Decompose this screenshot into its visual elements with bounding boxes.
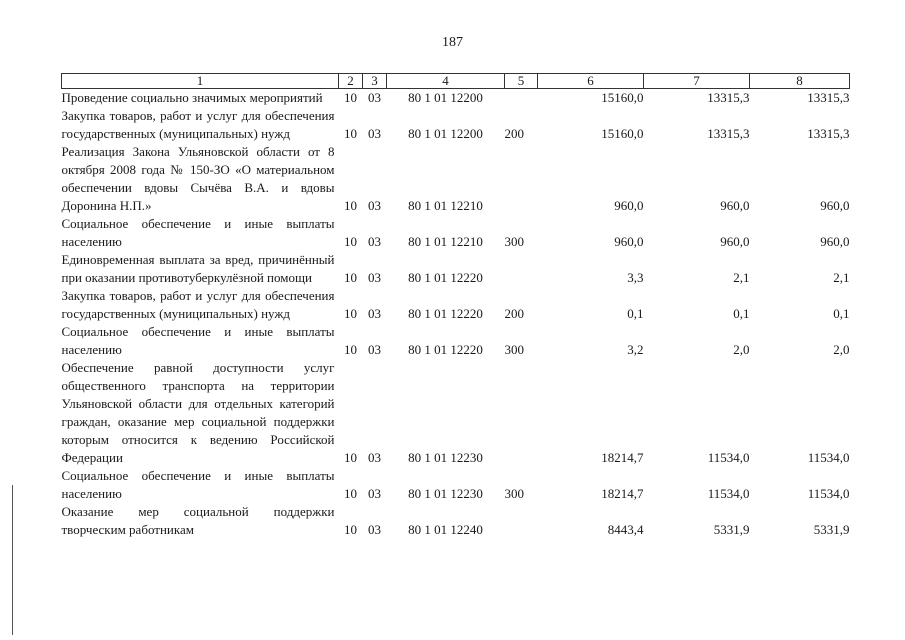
row-subsection: 03	[368, 198, 381, 213]
row-value-col7: 2,1	[733, 270, 750, 285]
row-value-col7: 13315,3	[707, 126, 750, 141]
table-row	[62, 215, 850, 251]
table-row	[62, 503, 850, 539]
row-value-col7: 11534,0	[707, 486, 750, 501]
row-expense-type: 200	[504, 126, 524, 141]
row-name: Закупка товаров, работ и услуг для обеспечения государственных (муниципальных) нужд	[61, 288, 335, 321]
table-row	[62, 323, 850, 359]
row-target-code: 80 1 01 12220	[408, 342, 483, 357]
row-subsection: 03	[368, 270, 381, 285]
row-subsection: 03	[368, 234, 381, 249]
row-value-col6: 3,3	[627, 270, 644, 285]
row-target-code: 80 1 01 12240	[408, 522, 483, 537]
row-expense-type	[505, 89, 538, 108]
row-section: 10	[344, 270, 357, 285]
row-target-code: 80 1 01 12200	[408, 126, 483, 141]
row-subsection: 03	[368, 126, 381, 141]
row-value-col6: 960,0	[614, 198, 644, 213]
budget-table	[61, 73, 850, 539]
row-expense-type	[505, 503, 538, 539]
row-expense-type: 300	[504, 486, 524, 501]
row-name: Единовременная выплата за вред, причинённый при оказании противотуберкулёзной помощи	[61, 252, 335, 285]
row-value-col8: 13315,3	[807, 126, 850, 141]
table-row	[62, 89, 850, 108]
row-expense-type	[505, 359, 538, 467]
row-target-code: 80 1 01 12220	[408, 270, 483, 285]
row-subsection: 03	[368, 450, 381, 465]
row-value-col8: 960,0	[820, 234, 850, 249]
row-target-code: 80 1 01 12230	[408, 450, 483, 465]
row-value-col8: 11534,0	[807, 450, 850, 465]
row-value-col7: 2,0	[733, 342, 750, 357]
row-name: Социальное обеспечение и иные выплаты населению	[61, 324, 335, 357]
row-value-col6: 18214,7	[601, 486, 644, 501]
row-value-col6: 3,2	[627, 342, 644, 357]
row-subsection: 03	[368, 486, 381, 501]
row-section: 10	[344, 486, 357, 501]
row-name: Социальное обеспечение и иные выплаты населению	[61, 216, 335, 249]
row-section: 10	[344, 306, 357, 321]
table-row	[62, 359, 850, 467]
row-name: Оказание мер социальной поддержки творческим работникам	[61, 504, 335, 537]
row-value-col8: 0,1	[833, 306, 850, 321]
table-header-row	[62, 74, 850, 89]
column-header: 3	[363, 74, 387, 89]
row-value-col8: 2,1	[833, 270, 850, 285]
table-row	[62, 467, 850, 503]
row-value-col7: 13315,3	[707, 90, 750, 105]
row-value-col6: 15160,0	[601, 126, 644, 141]
row-target-code: 80 1 01 12200	[408, 90, 483, 105]
row-value-col8: 960,0	[820, 198, 850, 213]
row-name: Проведение социально значимых мероприятий	[61, 90, 323, 105]
row-name: Закупка товаров, работ и услуг для обеспечения государственных (муниципальных) нужд	[61, 108, 335, 141]
page-number: 187	[442, 35, 463, 50]
row-subsection: 03	[368, 522, 381, 537]
row-expense-type: 300	[504, 234, 524, 249]
row-value-col6: 0,1	[627, 306, 644, 321]
row-expense-type: 200	[504, 306, 524, 321]
row-value-col8: 2,0	[833, 342, 850, 357]
column-header: 5	[505, 74, 538, 89]
table-row	[62, 287, 850, 323]
row-section: 10	[344, 342, 357, 357]
row-subsection: 03	[368, 342, 381, 357]
table-row	[62, 143, 850, 215]
row-target-code: 80 1 01 12210	[408, 234, 483, 249]
row-expense-type: 300	[504, 342, 524, 357]
column-header: 7	[644, 74, 750, 89]
row-section: 10	[344, 522, 357, 537]
row-name: Реализация Закона Ульяновской области от 8 октября 2008 года № 150-ЗО «О материальном обеспечении вдовы Сычёва В.А. и вдовы Доронина Н.П.»	[61, 144, 335, 213]
row-value-col7: 960,0	[720, 198, 750, 213]
row-section: 10	[344, 450, 357, 465]
column-header: 1	[62, 74, 339, 89]
column-header: 4	[387, 74, 505, 89]
row-section: 10	[344, 198, 357, 213]
row-value-col8: 5331,9	[813, 522, 850, 537]
row-expense-type	[505, 251, 538, 287]
row-value-col8: 11534,0	[807, 486, 850, 501]
row-subsection: 03	[368, 306, 381, 321]
row-name: Социальное обеспечение и иные выплаты населению	[61, 468, 335, 501]
row-expense-type	[505, 143, 538, 215]
column-header: 2	[339, 74, 363, 89]
row-value-col6: 15160,0	[601, 90, 644, 105]
row-section: 10	[344, 126, 357, 141]
row-value-col8: 13315,3	[807, 90, 850, 105]
row-target-code: 80 1 01 12210	[408, 198, 483, 213]
row-value-col7: 11534,0	[707, 450, 750, 465]
row-target-code: 80 1 01 12220	[408, 306, 483, 321]
row-value-col7: 0,1	[733, 306, 750, 321]
column-header: 6	[538, 74, 644, 89]
table-row	[62, 251, 850, 287]
row-section: 10	[344, 234, 357, 249]
row-value-col7: 960,0	[720, 234, 750, 249]
column-header: 8	[750, 74, 850, 89]
row-value-col6: 18214,7	[601, 450, 644, 465]
row-value-col6: 8443,4	[607, 522, 644, 537]
row-value-col6: 960,0	[614, 234, 644, 249]
row-name: Обеспечение равной доступности услуг общественного транспорта на территории Ульяновской области для отдельных категорий граждан, оказание мер социальной поддержки которым относится к ведению Российской Федерации	[61, 360, 335, 465]
row-section: 10	[344, 90, 357, 105]
row-subsection: 03	[368, 90, 381, 105]
table-row	[62, 107, 850, 143]
row-target-code: 80 1 01 12230	[408, 486, 483, 501]
scan-margin-line	[12, 485, 13, 635]
row-value-col7: 5331,9	[713, 522, 750, 537]
